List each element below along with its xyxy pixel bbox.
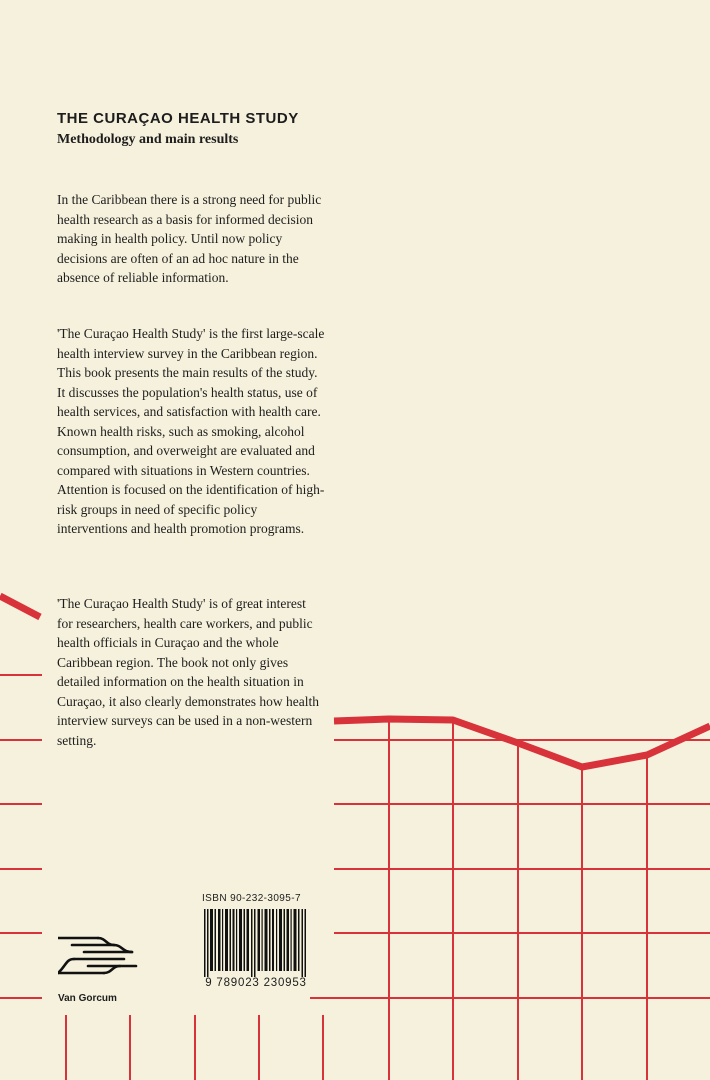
book-subtitle: Methodology and main results [57, 132, 239, 147]
isbn-label: ISBN 90-232-3095-7 [202, 893, 301, 904]
blurb-paragraph: 'The Curaçao Health Study' is of great interest for researchers, health care workers, and public health officials in Curaçao and the whole Caribbean region. The book not only gives detailed information on the health situation in Curaçao, it also clearly demonstrates how health interview surveys can be used in a non-western setting. [57, 596, 320, 748]
blurb-paragraph: 'The Curaçao Health Study' is the first large-scale health interview survey in the Caribbean region. This book presents the main results of the study. It discusses the population's health status, use of health services, and satisfaction with health care. Known health risks, such as smoking, alcohol consumption, and overweight are evaluated and compared with situations in Western countries. Attention is focused on the identification of high-risk groups in need of specific policy interventions and health promotion programs. [57, 326, 325, 536]
publisher-name: Van Gorcum [58, 993, 117, 1004]
blurb-paragraph: In the Caribbean there is a strong need for public health research as a basis for informed decision making in health policy. Until now policy decisions are often of an ad hoc nature in the absence of reliable information. [57, 192, 322, 285]
book-title: THE CURAÇAO HEALTH STUDY [57, 110, 299, 127]
van-gorcum-logo-icon [58, 935, 140, 981]
barcode-bars-icon [204, 909, 308, 977]
barcode [196, 907, 316, 997]
barcode-number: 9 789023 230953 [205, 977, 307, 989]
